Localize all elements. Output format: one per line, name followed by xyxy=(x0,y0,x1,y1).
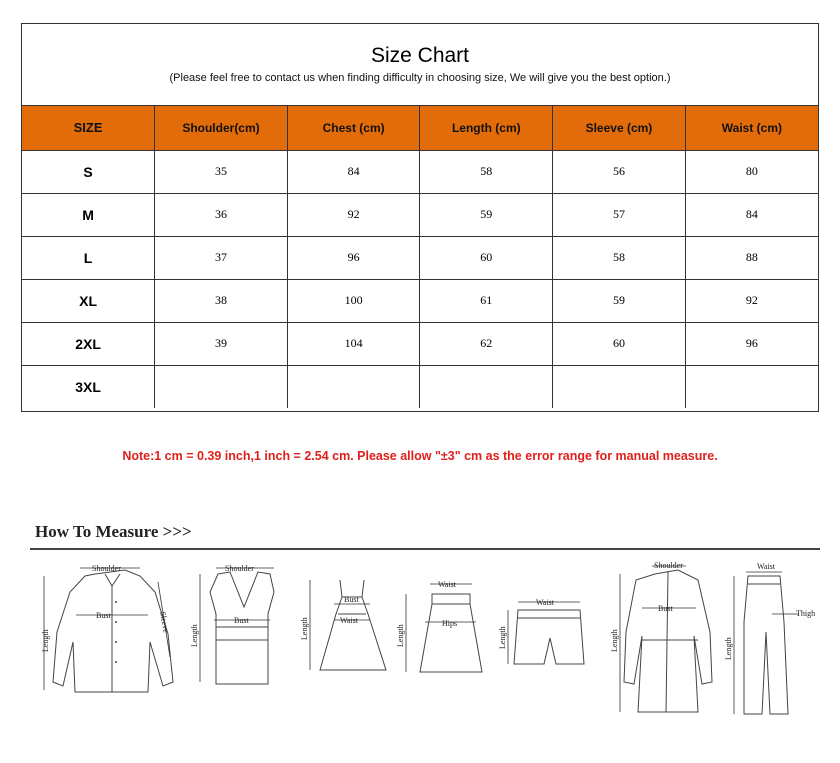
size-label: S xyxy=(22,150,155,193)
sleeve-value: 59 xyxy=(553,279,686,322)
waist-value: 92 xyxy=(685,279,818,322)
length-label: Length xyxy=(41,629,50,652)
waist-label: Waist xyxy=(340,616,359,625)
length-value: 62 xyxy=(420,322,553,365)
waist-value: 96 xyxy=(685,322,818,365)
sleeve-value: 57 xyxy=(553,193,686,236)
column-header-size: SIZE xyxy=(22,106,155,150)
length-value: 58 xyxy=(420,150,553,193)
column-header-waist: Waist (cm) xyxy=(685,106,818,150)
sleeve-value: 60 xyxy=(553,322,686,365)
sleeve-label: Sleeve xyxy=(158,610,171,634)
bust-label: Bust xyxy=(96,611,111,620)
shoulder-value: 38 xyxy=(155,279,288,322)
size-label: XL xyxy=(22,279,155,322)
shoulder-value: 39 xyxy=(155,322,288,365)
shorts-illustration xyxy=(498,598,584,664)
column-header-length: Length (cm) xyxy=(420,106,553,150)
measure-illustrations xyxy=(30,552,820,732)
dress-illustration xyxy=(300,580,386,670)
size-chart-title: Size Chart xyxy=(370,44,470,67)
table-row xyxy=(22,322,818,365)
shoulder-value: 37 xyxy=(155,236,288,279)
size-label: M xyxy=(22,193,155,236)
sleeve-value xyxy=(553,365,686,408)
bust-label: Bust xyxy=(658,604,673,613)
sleeve-value: 58 xyxy=(553,236,686,279)
table-row xyxy=(22,279,818,322)
sleeve-value: 56 xyxy=(553,150,686,193)
divider xyxy=(30,548,820,550)
length-value xyxy=(420,365,553,408)
length-label: Length xyxy=(300,617,309,640)
table-header-row xyxy=(22,106,818,150)
shoulder-label: Shoulder xyxy=(225,564,254,573)
chest-value: 84 xyxy=(287,150,420,193)
blouse-illustration xyxy=(41,564,173,692)
skirt-illustration xyxy=(396,580,482,672)
thigh-label: Thigh xyxy=(796,609,816,618)
size-chart-subtitle: (Please feel free to contact us when finding difficulty in choosing size, We will give you the best option.) xyxy=(169,72,671,84)
waist-value: 84 xyxy=(685,193,818,236)
size-label: 2XL xyxy=(22,322,155,365)
column-header-sleeve: Sleeve (cm) xyxy=(553,106,686,150)
length-label: Length xyxy=(190,624,199,647)
length-value: 61 xyxy=(420,279,553,322)
shoulder-value xyxy=(155,365,288,408)
length-label: Length xyxy=(724,637,733,660)
size-chart-header xyxy=(22,24,818,106)
shoulder-value: 36 xyxy=(155,193,288,236)
vest-illustration xyxy=(190,564,274,684)
length-label: Length xyxy=(498,626,507,649)
measure-illustrations-svg xyxy=(30,552,820,732)
waist-label: Waist xyxy=(438,580,457,589)
length-label: Length xyxy=(396,624,405,647)
bust-label: Bust xyxy=(234,616,249,625)
chest-value xyxy=(287,365,420,408)
size-label: L xyxy=(22,236,155,279)
length-value: 59 xyxy=(420,193,553,236)
coat-illustration xyxy=(610,561,712,712)
waist-value: 88 xyxy=(685,236,818,279)
trousers-illustration xyxy=(724,562,815,714)
table-row xyxy=(22,365,818,408)
column-header-shoulder: Shoulder(cm) xyxy=(155,106,288,150)
size-table xyxy=(22,106,818,408)
shoulder-label: Shoulder xyxy=(654,561,683,570)
size-chart xyxy=(21,23,819,412)
chest-value: 100 xyxy=(287,279,420,322)
waist-value xyxy=(685,365,818,408)
shoulder-label: Shoulder xyxy=(92,564,121,573)
waist-label: Waist xyxy=(757,562,776,571)
waist-value: 80 xyxy=(685,150,818,193)
shoulder-value: 35 xyxy=(155,150,288,193)
waist-label: Waist xyxy=(536,598,555,607)
column-header-chest: Chest (cm) xyxy=(287,106,420,150)
size-label: 3XL xyxy=(22,365,155,408)
conversion-note: Note:1 cm = 0.39 inch,1 inch = 2.54 cm. Please allow "±3" cm as the error range for manual measure. xyxy=(122,449,718,463)
hips-label: Hips xyxy=(442,619,458,628)
chest-value: 92 xyxy=(287,193,420,236)
table-row xyxy=(22,236,818,279)
length-label: Length xyxy=(610,629,619,652)
length-value: 60 xyxy=(420,236,553,279)
bust-label: Bust xyxy=(344,595,359,604)
table-row xyxy=(22,150,818,193)
chest-value: 104 xyxy=(287,322,420,365)
how-to-measure-title: How To Measure >>> xyxy=(35,522,192,541)
chest-value: 96 xyxy=(287,236,420,279)
table-row xyxy=(22,193,818,236)
